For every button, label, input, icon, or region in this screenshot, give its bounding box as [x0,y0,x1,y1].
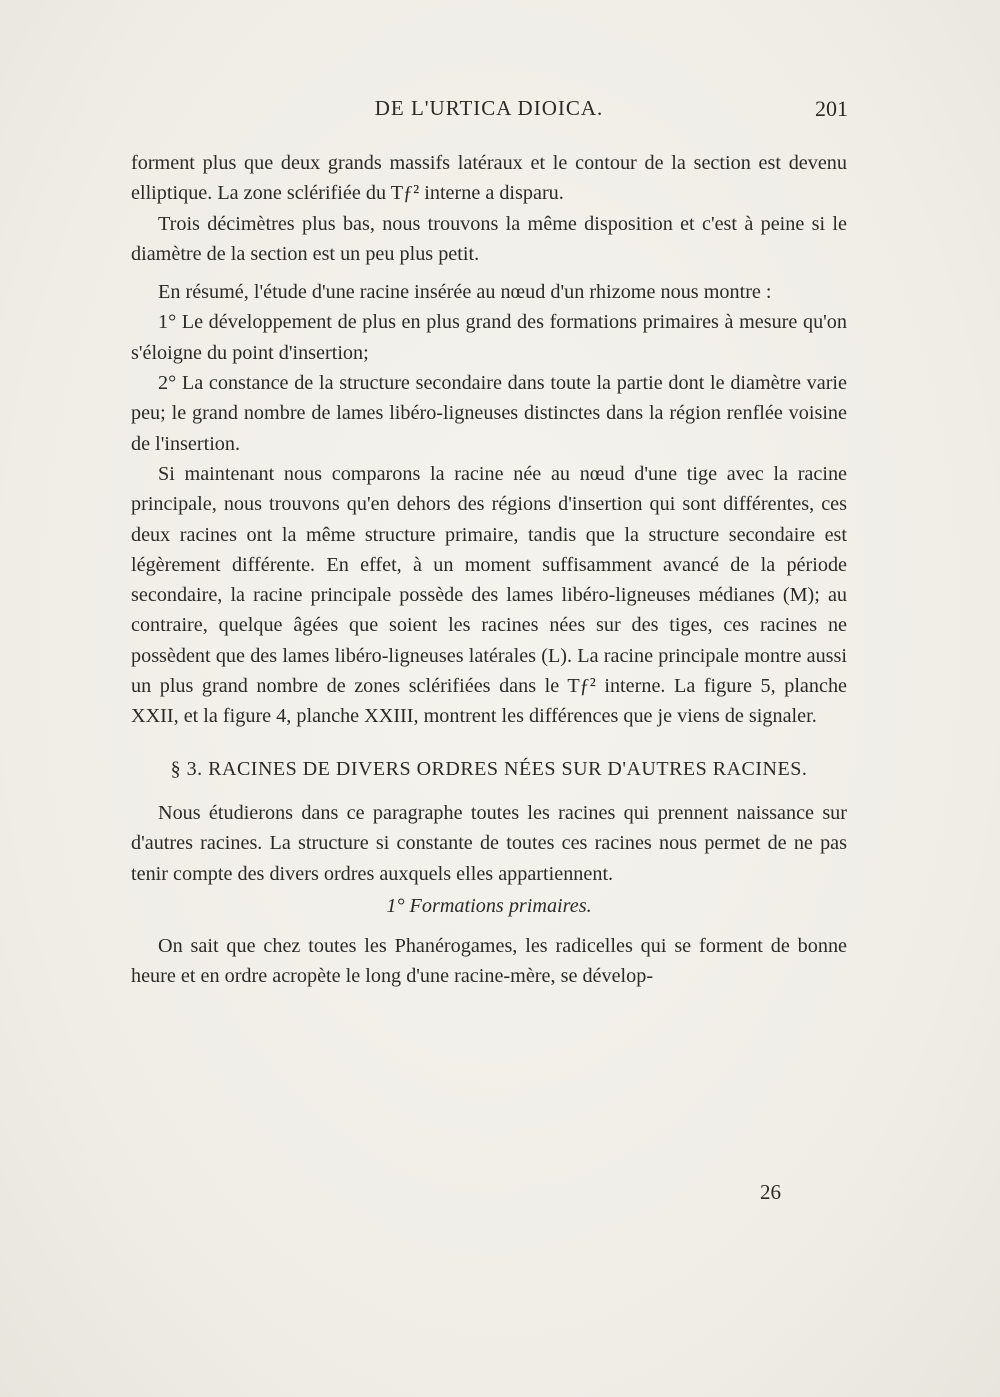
signature-mark: 26 [760,1180,781,1204]
list-item: 1° Le développement de plus en plus grand des formations primaires à mesure qu'on s'éloigne du point d'insertion; [131,311,847,364]
subsection-title: 1° Formations primaires. [386,894,592,917]
page-number: 201 [815,96,848,121]
paragraph: Si maintenant nous comparons la racine née au nœud d'une tige avec la racine principale, nous trouvons qu'en dehors des régions d'insertion qui sont différentes, ces deux racines ont la même structure primaire, tandis que la structure secondaire est légèrement différente. En effet, à un moment suffisamment avancé de la période secondaire, la racine principale possède des lames libéro-ligneuses médianes (M); au contraire, quelque âgées que soient les racines nées sur des tiges, ces racines ne possèdent que des lames libéro-ligneuses latérales (L). La racine principale montre aussi un plus grand nombre de zones sclérifiées dans le Tƒ² interne. La figure 5, planche XXII, et la figure 4, planche XXIII, montrent les différences que je viens de signaler. [131,462,847,728]
paragraph: On sait que chez toutes les Phanérogames, les radicelles qui se forment de bonne heure et en ordre acropète le long d'une racine-mère, se dévelop- [131,935,847,988]
body-text [131,148,847,992]
paragraph: En résumé, l'étude d'une racine insérée au nœud d'un rhizome nous montre : [158,281,772,304]
paragraph: forment plus que deux grands massifs latéraux et le contour de la section est devenu elliptique. La zone sclérifiée du Tƒ² interne a disparu. [131,152,847,205]
page-header [130,96,848,128]
list-item: 2° La constance de la structure secondaire dans toute la partie dont le diamètre varie peu; le grand nombre de lames libéro-ligneuses distinctes dans la région renflée voisine de l'insertion. [131,372,847,455]
paragraph: Nous étudierons dans ce paragraphe toutes les racines qui prennent naissance sur d'autres racines. La structure si constante de toutes ces racines nous permet de ne pas tenir compte des divers ordres auxquels elles appartiennent. [131,801,847,885]
paragraph: Trois décimètres plus bas, nous trouvons la même disposition et c'est à peine si le diamètre de la section est un peu plus petit. [131,212,847,265]
section-title: § 3. RACINES DE DIVERS ORDRES NÉES SUR D'AUTRES RACINES. [170,757,808,780]
running-head: DE L'URTICA DIOICA. [374,96,604,120]
